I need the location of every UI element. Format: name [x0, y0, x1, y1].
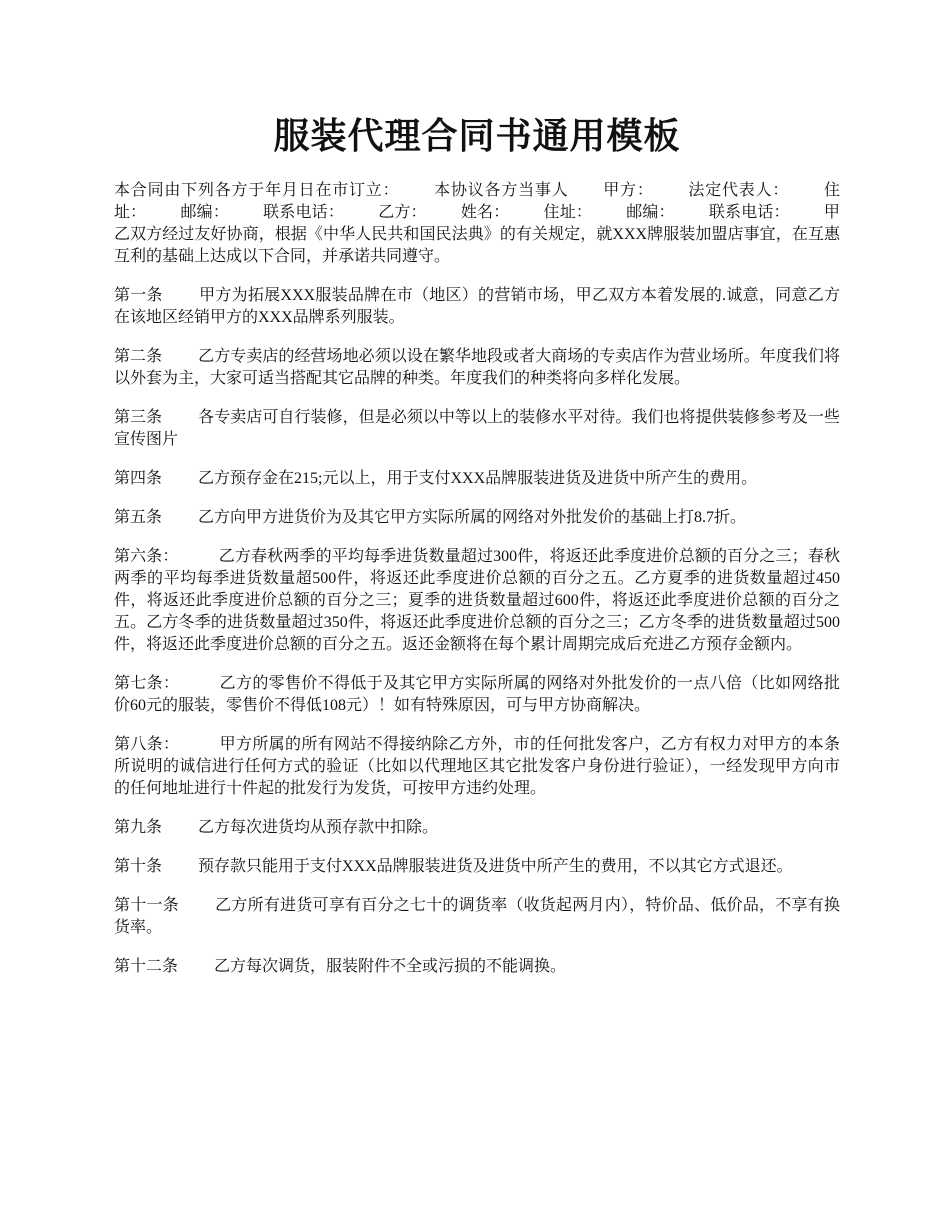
intro-postcode: 邮编： [180, 204, 230, 221]
article-label: 第三条 [114, 409, 163, 426]
article-text: 乙方的零售价不得低于及其它甲方实际所属的网络对外批发价的一点八倍（比如网络批价60元的服装，零售价不得低108元）！如有特殊原因，可与甲方协商解决。 [114, 675, 840, 714]
article-2 [114, 346, 840, 390]
article-5 [114, 507, 840, 529]
article-label: 第十二条 [114, 958, 179, 975]
article-text: 乙方春秋两季的平均每季进货数量超过300件，将返还此季度进价总额的百分之三；春秋两季的平均每季进货数量超500件，将返还此季度进价总额的百分之五。乙方夏季的进货数量超过450件，将返还此季度进价总额的百分之三；夏季的进货数量超过600件，将返还此季度进价总额的百分之五。乙方冬季的进货数量超过350件，将返还此季度进价总额的百分之三；乙方冬季的进货数量超过500件，将返还此季度进价总额的百分之五。返还金额将在每个累计周期完成后充进乙方预存金额内。 [114, 548, 840, 653]
article-10 [114, 856, 840, 878]
article-label: 第十条 [114, 858, 163, 875]
article-label: 第七条： [114, 675, 180, 692]
intro-name: 姓名： [460, 204, 510, 221]
article-label: 第五条 [114, 509, 163, 526]
article-text: 乙方专卖店的经营场地必须以设在繁华地段或者大商场的专卖店作为营业场所。年度我们将以外套为主，大家可适当搭配其它品牌的种类。年度我们的种类将向多样化发展。 [114, 348, 840, 387]
article-3 [114, 407, 840, 451]
intro-address: 住址： [114, 182, 840, 221]
article-6 [114, 546, 840, 656]
article-1 [114, 285, 840, 329]
article-text: 甲方所属的所有网站不得接纳除乙方外，市的任何批发客户，乙方有权力对甲方的本条所说明的诚信进行任何方式的验证（比如以代理地区其它批发客户身份进行验证），一经发现甲方向市的任何地址进行十件起的批发行为发货，可按甲方违约处理。 [114, 736, 840, 797]
article-7 [114, 673, 840, 717]
article-text: 甲方为拓展XXX服装品牌在市（地区）的营销市场，甲乙双方本着发展的.诚意，同意乙方在该地区经销甲方的XXX品牌系列服装。 [114, 287, 840, 326]
article-8 [114, 734, 840, 800]
article-text: 乙方每次进货均从预存款中扣除。 [198, 819, 439, 836]
article-text: 各专卖店可自行装修，但是必须以中等以上的装修水平对待。我们也将提供装修参考及一些宣传图片 [114, 409, 840, 448]
article-text: 预存款只能用于支付XXX品牌服装进货及进货中所产生的费用，不以其它方式退还。 [198, 858, 793, 875]
article-11 [114, 895, 840, 939]
article-label: 第一条 [114, 287, 163, 304]
article-text: 乙方所有进货可享有百分之七十的调货率（收货起两月内），特价品、低价品，不享有换货率。 [114, 897, 840, 936]
document-body [114, 180, 840, 995]
article-label: 第二条 [114, 348, 163, 365]
intro-legal-rep: 法定代表人： [687, 182, 790, 199]
intro-phone2: 联系电话： [708, 204, 790, 221]
article-label: 第九条 [114, 819, 163, 836]
intro-address2: 住址： [543, 204, 593, 221]
intro-postcode2: 邮编： [626, 204, 675, 221]
article-text: 乙方每次调货，服装附件不全或污损的不能调换。 [214, 958, 567, 975]
article-label: 第四条 [114, 470, 163, 487]
intro-party-b: 乙方： [378, 204, 427, 221]
intro-phone: 联系电话： [263, 204, 345, 221]
intro-parties-label: 本协议各方当事人 [433, 182, 569, 199]
article-4 [114, 468, 840, 490]
document-title: 服装代理合同书通用模板 [273, 116, 681, 156]
intro-body: 甲乙双方经过友好协商，根据《中华人民共和国民法典》的有关规定，就XXX牌服装加盟店事宜，在互惠互利的基础上达成以下合同，并承诺共同遵守。 [114, 204, 840, 265]
article-9 [114, 817, 840, 839]
intro-party-a: 甲方： [602, 182, 654, 199]
intro-line1: 本合同由下列各方于年月日在市订立： [114, 182, 400, 199]
article-label: 第八条： [114, 736, 180, 753]
article-12 [114, 956, 840, 978]
article-text: 乙方向甲方进货价为及其它甲方实际所属的网络对外批发价的基础上打8.7折。 [198, 509, 747, 526]
article-text: 乙方预存金在215;元以上，用于支付XXX品牌服装进货及进货中所产生的费用。 [198, 470, 758, 487]
article-label: 第十一条 [114, 897, 179, 914]
intro-paragraph [114, 180, 840, 268]
article-label: 第六条： [114, 548, 179, 565]
